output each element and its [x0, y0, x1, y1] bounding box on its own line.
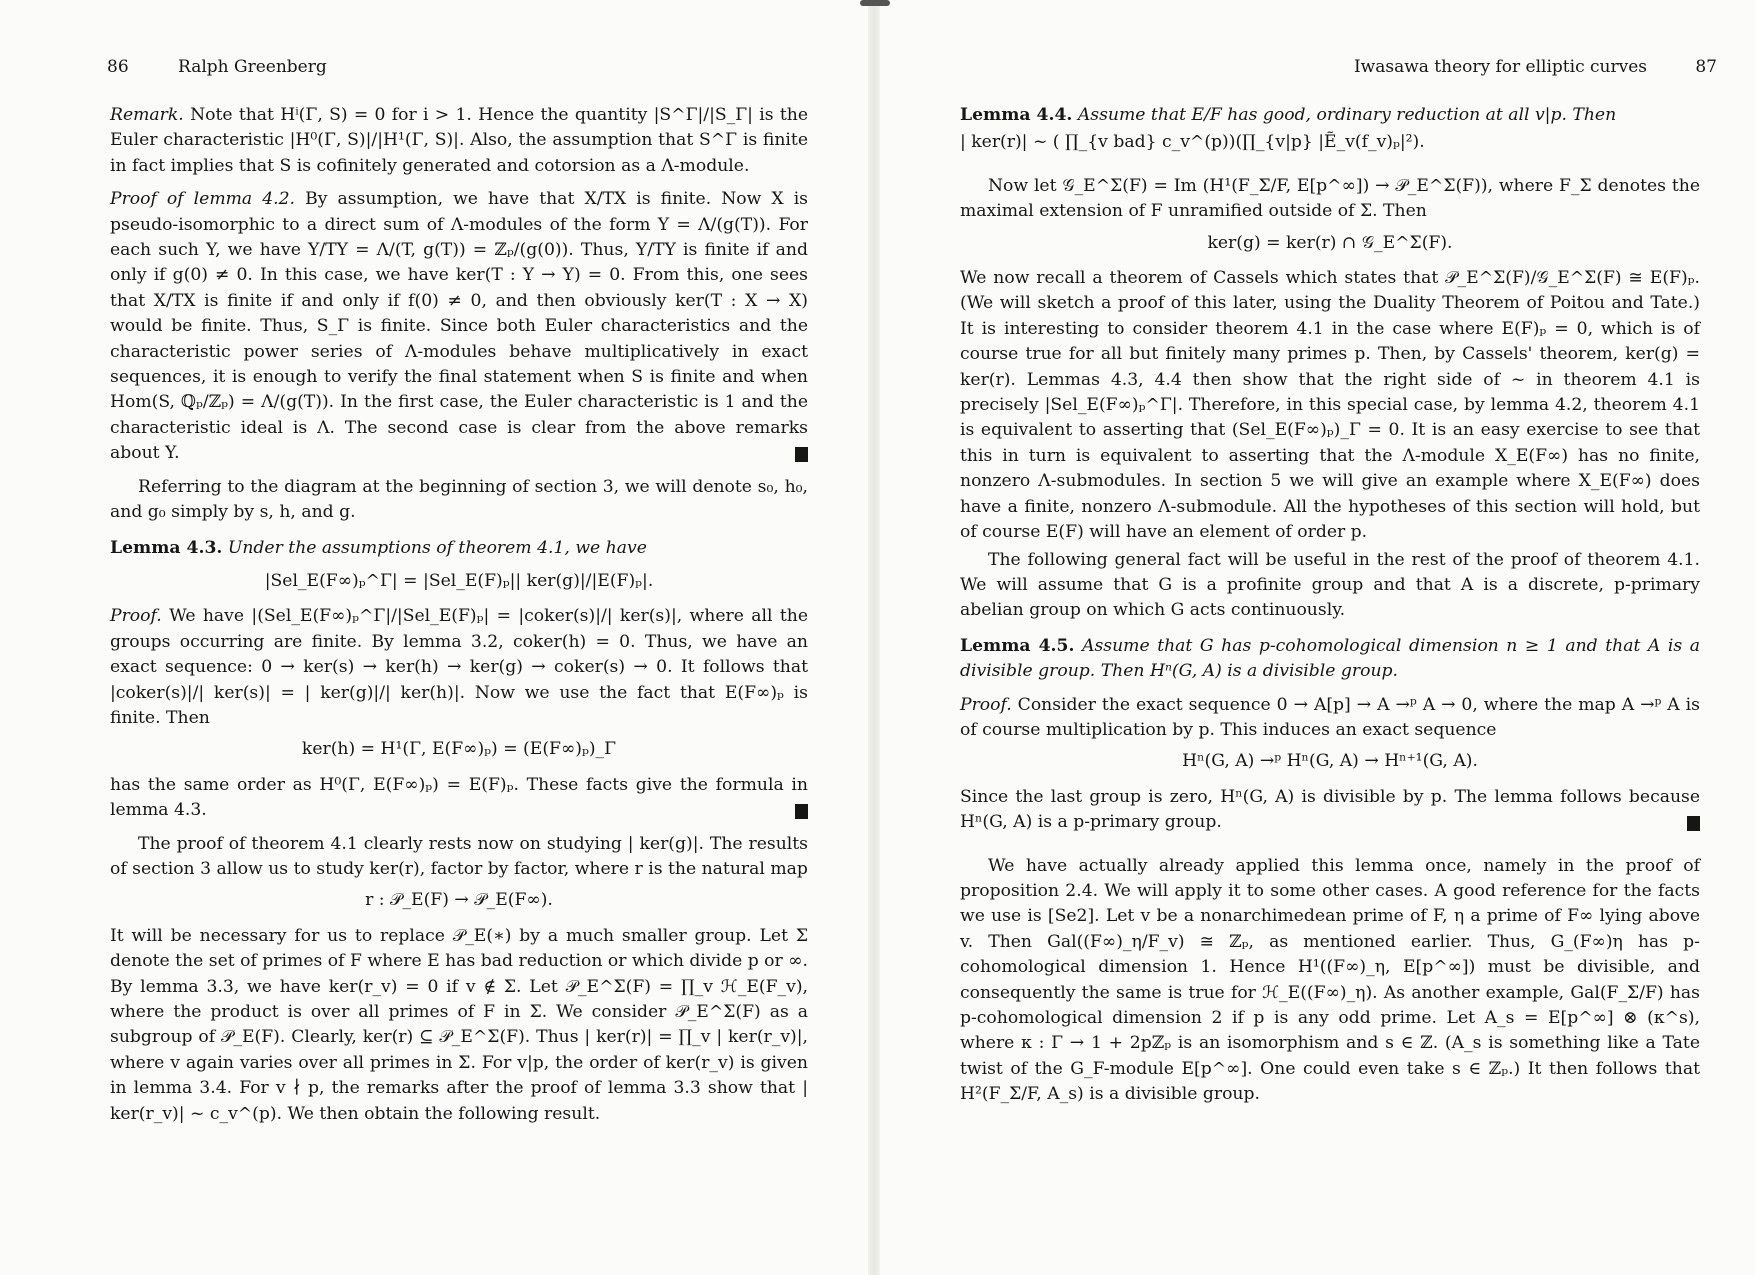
qed-square-icon [1687, 816, 1700, 831]
running-head-title: Iwasawa theory for elliptic curves [1353, 57, 1647, 77]
remark-paragraph [110, 103, 808, 179]
general-fact-paragraph: The following general fact will be useful in the rest of the proof of theorem 4.1. We will assume that G is a profinite group and that A is a discrete, p-primary abelian group on which G acts continuously. [960, 549, 1700, 621]
proof-4-5-label: Proof. [960, 694, 1012, 715]
ker-h-formula: ker(h) = H¹(Γ, E(F∞)ₚ) = (E(F∞)ₚ)_Γ [301, 739, 617, 760]
qed-square-icon [795, 447, 808, 462]
right-page [880, 0, 1755, 1275]
qed-square-icon [795, 804, 808, 819]
r-map-formula: r : 𝒫_E(F) → 𝒫_E(F∞). [365, 890, 553, 911]
lemma-4-3-label: Lemma 4.3. [110, 537, 223, 558]
proof-4-3 [110, 604, 808, 731]
proof-4-5-after: Since the last group is zero, Hⁿ(G, A) is divisible by p. The lemma follows because Hⁿ(G, A) is a p-primary group. [960, 786, 1700, 833]
remark-label: Remark. [110, 105, 184, 125]
lemma-4-3-formula: |Sel_E(F∞)ₚ^Γ| = |Sel_E(F)ₚ|| ker(g)|/|E(F)ₚ|. [264, 570, 654, 591]
lemma-4-4-label: Lemma 4.4. [960, 105, 1073, 125]
proof-4-5 [960, 693, 1700, 744]
lemma-4-4-statement: Assume that E/F has good, ordinary reduction at all v|p. Then [1077, 105, 1617, 125]
proof-4-3-after: has the same order as H⁰(Γ, E(F∞)ₚ) = E(F)ₚ. These facts give the formula in lemma 4.3. [110, 774, 808, 821]
proof-4-5-text: Consider the exact sequence 0 → A[p] → A →ᵖ A → 0, where the map A →ᵖ A is of course multiplication by p. This induces an exact sequence [960, 694, 1701, 740]
ker-g-formula: ker(g) = ker(r) ∩ 𝒢_E^Σ(F). [1207, 232, 1453, 253]
replace-paragraph: It will be necessary for us to replace 𝒫_E(∗) by a much smaller group. Let Σ denote the set of primes of F where E has bad reduction or which divide p or ∞. By lemma 3.3, we have ker(r_v) = 0 if v ∉ Σ. Let 𝒫_E^Σ(F) = ∏_v ℋ_E(F_v), where the product is over all primes of F in Σ. We consider 𝒫_E^Σ(F) as a subgroup of 𝒫_E(F). Clearly, ker(r) ⊆ 𝒫_E^Σ(F). Thus | ker(r)| = ∏_v | ker(r_v)|, where v again varies over all primes in Σ. For v|p, the order of ker(r_v) is given in lemma 3.4. For v ∤ p, the remarks after the proof of lemma 3.3 show that | ker(r_v)| ~ c_v^(p). We then obtain the following result. [110, 925, 808, 1124]
lemma-4-4 [960, 103, 1700, 128]
lemma-4-3 [110, 536, 808, 561]
remark-text: Note that Hⁱ(Γ, S) = 0 for i > 1. Hence the quantity |S^Γ|/|S_Γ| is the Euler characteristic |H⁰(Γ, S)|/|H¹(Γ, S)|. Also, the assumption that S^Γ is finite in fact implies that S is cofinitely generated and cotorsion as a Λ-module. [110, 105, 808, 176]
left-page [0, 0, 870, 1275]
proof-lemma-4-2 [110, 187, 808, 466]
page-number-left: 86 [107, 57, 129, 77]
proof-4-5-conclusion [960, 785, 1700, 836]
right-column [960, 103, 1700, 1116]
proof-4-3-conclusion [110, 773, 808, 824]
proof-theorem-paragraph: The proof of theorem 4.1 clearly rests now on studying | ker(g)|. The results of section 3 allow us to study ker(r), factor by factor, where r is the natural map [110, 833, 808, 879]
proof-4-3-text: We have |(Sel_E(F∞)ₚ^Γ|/|Sel_E(F)ₚ| = |coker(s)|/| ker(s)|, where all the groups occurring are finite. By lemma 3.2, coker(h) = 0. Thus, we have an exact sequence: 0 → ker(s) → ker(h) → ker(g) → coker(s) → 0. It follows that |coker(s)|/| ker(s)| = | ker(g)|/| ker(h)|. Now we use the fact that E(F∞)ₚ is finite. Then [110, 606, 808, 728]
cohomology-sequence-formula: Hⁿ(G, A) →ᵖ Hⁿ(G, A) → Hⁿ⁺¹(G, A). [1182, 751, 1478, 772]
lemma-4-5-label: Lemma 4.5. [960, 635, 1075, 656]
left-column [110, 103, 808, 1135]
lemma-4-3-statement: Under the assumptions of theorem 4.1, we have [227, 537, 647, 558]
applied-paragraph: We have actually already applied this lemma once, namely in the proof of proposition 2.4. We will apply it to some other cases. A good reference for the facts we use is [Se2]. Let v be a nonarchimedean prime of F, η a prime of F∞ lying above v. Then Gal((F∞)_η/F_v) ≅ ℤₚ, as mentioned earlier. Thus, G_(F∞)η has p-cohomological dimension 1. Hence H¹((F∞)_η, E[p^∞]) must be divisible, and consequently the same is true for ℋ_E((F∞)_η). As another example, Gal(F_Σ/F) has p-cohomological dimension 2 if p is any odd prime. Let A_s = E[p^∞] ⊗ (κ^s), where κ : Γ → 1 + 2pℤₚ is an isomorphism and s ∈ ℤ. (A_s is something like a Tate twist of the G_F-module E[p^∞]. One could even take s ∈ ℤₚ.) It then follows that H²(F_Σ/F, A_s) is a divisible group. [960, 855, 1700, 1105]
referring-paragraph: Referring to the diagram at the beginning of section 3, we will denote s₀, h₀, and g₀ simply by s, h, and g. [110, 476, 808, 523]
cassels-paragraph: We now recall a theorem of Cassels which states that 𝒫_E^Σ(F)/𝒢_E^Σ(F) ≅ E(F)ₚ. (We will sketch a proof of this later, using the Duality Theorem of Poitou and Tate.) It is interesting to consider theorem 4.1 in the case where E(F)ₚ = 0, which is of course true for all but finitely many primes p. Then, by Cassels' theorem, ker(g) = ker(r). Lemmas 4.3, 4.4 then show that the right side of ~ in theorem 4.1 is precisely |Sel_E(F∞)ₚ^Γ|. Therefore, in this special case, by lemma 4.2, theorem 4.1 is equivalent to asserting that (Sel_E(F∞)ₚ)_Γ = 0. It is an easy exercise to see that this in turn is equivalent to asserting that the Λ-module X_E(F∞) has no finite, nonzero Λ-submodules. In section 5 we will give an example where X_E(F∞) does have a finite, nonzero Λ-submodule. All the hypotheses of this section will hold, but of course E(F) will have an element of order p. [960, 268, 1700, 543]
page-number-right: 87 [1695, 57, 1717, 77]
now-let-paragraph: Now let 𝒢_E^Σ(F) = Im (H¹(F_Σ/F, E[p^∞]) → 𝒫_E^Σ(F)), where F_Σ denotes the maximal extension of F unramified outside of Σ. Then [960, 175, 1700, 222]
proof-4-3-label: Proof. [110, 606, 162, 627]
lemma-4-5 [960, 634, 1700, 685]
lemma-4-4-formula: | ker(r)| ~ ( ∏_{v bad} c_v^(p))(∏_{v|p} |Ẽ_v(f_v)ₚ|²). [960, 132, 1425, 153]
running-head-author: Ralph Greenberg [178, 57, 327, 77]
proof-4-2-text: By assumption, we have that X/TX is finite. Now X is pseudo-isomorphic to a direct sum of Λ-modules of the form Y = Λ/(g(T)). For each such Y, we have Y/TY = Λ/(T, g(T)) = ℤₚ/(g(0)). Thus, Y/TY is finite if and only if g(0) ≠ 0. In this case, we have ker(T : Y → Y) = 0. From this, one sees that X/TX is finite if and only if f(0) ≠ 0, and then obviously ker(T : X → X) would be finite. Thus, S_Γ is finite. Since both Euler characteristics and the characteristic power series of Λ-modules behave multiplicatively in exact sequences, it is enough to verify the final statement when S is finite and when Hom(S, ℚₚ/ℤₚ) = Λ/(g(T)). In the first case, the Euler characteristic is 1 and the characteristic ideal is Λ. The second case is clear from the above remarks about Y. [110, 189, 809, 464]
lemma-4-5-statement: Assume that G has p-cohomological dimension n ≥ 1 and that A is a divisible group. Then Hⁿ(G, A) is a divisible group. [960, 635, 1701, 682]
proof-4-2-label: Proof of lemma 4.2. [110, 189, 296, 210]
